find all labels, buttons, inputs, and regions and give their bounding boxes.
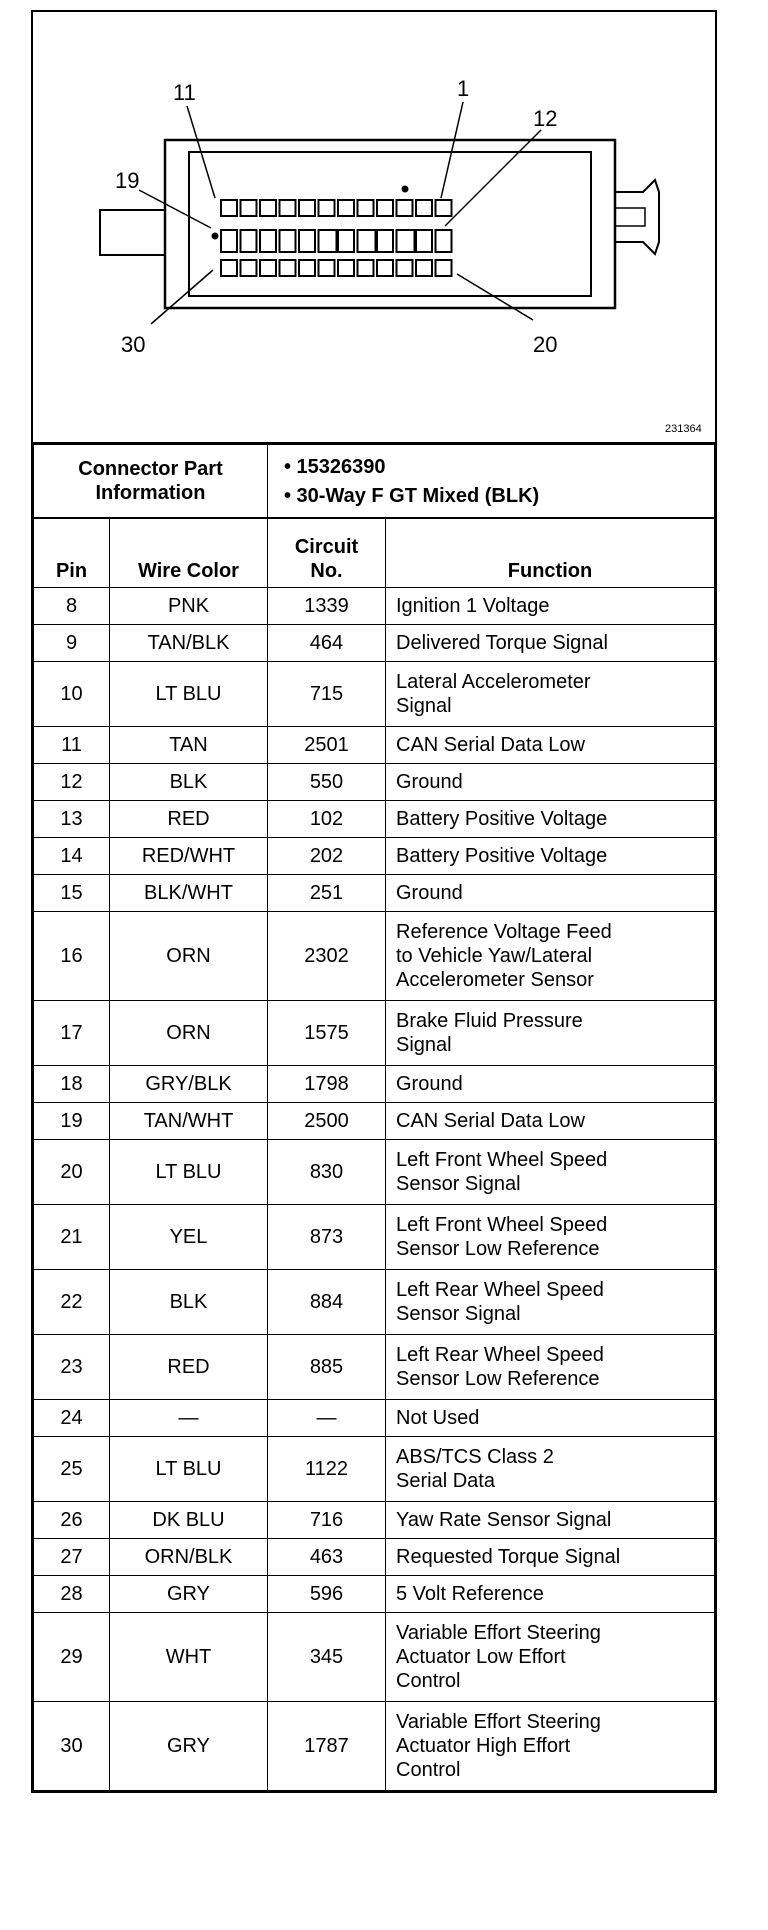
function-line: Variable Effort Steering xyxy=(396,1622,601,1644)
pin-cavity xyxy=(436,230,452,252)
left-tab xyxy=(100,210,165,255)
table-row xyxy=(34,1437,715,1502)
function-cell xyxy=(386,1270,715,1335)
pinout-rows xyxy=(34,588,715,1791)
table-row xyxy=(34,727,715,764)
table-row xyxy=(34,1539,715,1576)
function-cell xyxy=(386,1539,715,1576)
circuit-cell: 1798 xyxy=(268,1066,386,1103)
pin-cavity xyxy=(416,230,432,252)
connector-part-values xyxy=(268,445,715,518)
connector-part-label: Connector Part Information xyxy=(34,445,268,518)
pin-cavity xyxy=(377,260,393,276)
pin-cell: 23 xyxy=(34,1335,110,1400)
pin-cell: 14 xyxy=(34,838,110,875)
function-line: Sensor Low Reference xyxy=(396,1368,600,1390)
callout-12: 12 xyxy=(533,106,558,131)
function-cell xyxy=(386,588,715,625)
function-line: Ground xyxy=(396,1073,463,1095)
function-line: Control xyxy=(396,1670,461,1692)
wire-color-cell: TAN/BLK xyxy=(110,625,268,662)
table-row xyxy=(34,838,715,875)
connector-sheet xyxy=(31,10,717,1793)
wire-color-cell: GRY xyxy=(110,1576,268,1613)
function-cell xyxy=(386,727,715,764)
table-row xyxy=(34,1576,715,1613)
pinout-header-row xyxy=(34,519,715,588)
function-line: Actuator High Effort xyxy=(396,1735,571,1757)
pin-cavities xyxy=(221,200,452,276)
function-cell xyxy=(386,912,715,1001)
wire-color-cell: YEL xyxy=(110,1205,268,1270)
header-circuit: Circuit No. xyxy=(268,519,386,588)
function-cell xyxy=(386,625,715,662)
pin-cell: 12 xyxy=(34,764,110,801)
circuit-cell: 885 xyxy=(268,1335,386,1400)
table-row xyxy=(34,625,715,662)
wire-color-cell: DK BLU xyxy=(110,1502,268,1539)
wire-color-cell: LT BLU xyxy=(110,662,268,727)
function-cell xyxy=(386,1437,715,1502)
wire-color-cell: RED xyxy=(110,801,268,838)
callout-19: 19 xyxy=(115,168,140,193)
table-row xyxy=(34,764,715,801)
function-line: Variable Effort Steering xyxy=(396,1711,601,1733)
pin-cell: 11 xyxy=(34,727,110,764)
function-cell xyxy=(386,1613,715,1702)
connector-info-table xyxy=(33,444,715,518)
pin-cavity xyxy=(397,260,413,276)
pin-cell: 17 xyxy=(34,1001,110,1066)
circuit-cell: 2501 xyxy=(268,727,386,764)
part-number: • 15326390 xyxy=(284,455,386,478)
header-function: Function xyxy=(386,519,715,588)
pin-cell: 22 xyxy=(34,1270,110,1335)
wire-color-cell: RED xyxy=(110,1335,268,1400)
pin-cell: 26 xyxy=(34,1502,110,1539)
connector-diagram xyxy=(33,12,715,444)
pin-cavity xyxy=(280,230,296,252)
callout-20: 20 xyxy=(533,332,558,357)
pin-cavity xyxy=(319,230,337,252)
pin-cell: 15 xyxy=(34,875,110,912)
function-line: Yaw Rate Sensor Signal xyxy=(396,1509,612,1531)
pin-cavity xyxy=(221,260,237,276)
circuit-cell: 1575 xyxy=(268,1001,386,1066)
circuit-cell: 202 xyxy=(268,838,386,875)
latch-inner xyxy=(615,208,645,226)
pin-cell: 29 xyxy=(34,1613,110,1702)
pin-cell: 25 xyxy=(34,1437,110,1502)
circuit-cell: 596 xyxy=(268,1576,386,1613)
function-line: Left Rear Wheel Speed xyxy=(396,1344,604,1366)
function-line: CAN Serial Data Low xyxy=(396,734,585,756)
circuit-cell: 464 xyxy=(268,625,386,662)
circuit-cell: 463 xyxy=(268,1539,386,1576)
circuit-cell: 2500 xyxy=(268,1103,386,1140)
table-row xyxy=(34,662,715,727)
function-cell xyxy=(386,1140,715,1205)
wire-color-cell: LT BLU xyxy=(110,1437,268,1502)
function-line: Battery Positive Voltage xyxy=(396,845,608,867)
leader-1 xyxy=(441,102,463,198)
table-row xyxy=(34,1140,715,1205)
pin-cavity xyxy=(299,200,315,216)
wire-color-cell: GRY xyxy=(110,1702,268,1791)
circuit-cell: 873 xyxy=(268,1205,386,1270)
circuit-cell: 251 xyxy=(268,875,386,912)
connector-body xyxy=(165,140,615,308)
circuit-cell: 1122 xyxy=(268,1437,386,1502)
table-row xyxy=(34,1702,715,1791)
table-row xyxy=(34,1502,715,1539)
function-line: Delivered Torque Signal xyxy=(396,632,608,654)
function-line: Lateral Accelerometer xyxy=(396,671,591,693)
function-cell xyxy=(386,1400,715,1437)
callout-30: 30 xyxy=(121,332,146,357)
wire-color-cell: RED/WHT xyxy=(110,838,268,875)
function-line: Left Front Wheel Speed xyxy=(396,1149,608,1171)
table-row xyxy=(34,875,715,912)
function-cell xyxy=(386,1702,715,1791)
pin-cell: 28 xyxy=(34,1576,110,1613)
pin-cavity xyxy=(280,200,296,216)
function-line: Left Rear Wheel Speed xyxy=(396,1279,604,1301)
pin-cavity xyxy=(436,200,452,216)
pin-cavity xyxy=(260,200,276,216)
pin-cavity xyxy=(377,200,393,216)
pin-cavity xyxy=(416,200,432,216)
circuit-cell: 716 xyxy=(268,1502,386,1539)
function-cell xyxy=(386,1205,715,1270)
pin-cavity xyxy=(241,230,257,252)
connector-drawing xyxy=(33,12,715,442)
function-line: Ground xyxy=(396,771,463,793)
circuit-cell: 2302 xyxy=(268,912,386,1001)
function-line: Reference Voltage Feed xyxy=(396,921,612,943)
function-line: Serial Data xyxy=(396,1470,495,1492)
function-line: Actuator Low Effort xyxy=(396,1646,566,1668)
circuit-cell: 345 xyxy=(268,1613,386,1702)
pin-cell: 16 xyxy=(34,912,110,1001)
wire-color-cell: BLK/WHT xyxy=(110,875,268,912)
function-cell xyxy=(386,801,715,838)
circuit-cell: — xyxy=(268,1400,386,1437)
pinout-table xyxy=(33,518,715,1791)
function-line: Accelerometer Sensor xyxy=(396,969,594,991)
circuit-cell: 715 xyxy=(268,662,386,727)
function-line: Battery Positive Voltage xyxy=(396,808,608,830)
pin-cavity xyxy=(416,260,432,276)
function-line: Control xyxy=(396,1759,461,1781)
function-line: Ground xyxy=(396,882,463,904)
function-line: 5 Volt Reference xyxy=(396,1583,544,1605)
function-line: ABS/TCS Class 2 xyxy=(396,1446,554,1468)
wire-color-cell: ORN xyxy=(110,912,268,1001)
function-cell xyxy=(386,662,715,727)
callout-11: 11 xyxy=(173,80,196,105)
pin-cell: 24 xyxy=(34,1400,110,1437)
function-cell xyxy=(386,764,715,801)
header-pin: Pin xyxy=(34,519,110,588)
function-line: Sensor Signal xyxy=(396,1303,521,1325)
wire-color-cell: — xyxy=(110,1400,268,1437)
latch xyxy=(615,180,659,254)
function-cell xyxy=(386,1335,715,1400)
pin-cavity xyxy=(338,260,354,276)
pin-cavity xyxy=(397,200,413,216)
pin-1-marker xyxy=(402,186,409,193)
table-row xyxy=(34,1613,715,1702)
function-line: Signal xyxy=(396,695,452,717)
function-line: Brake Fluid Pressure xyxy=(396,1010,583,1032)
connector-inner-body xyxy=(189,152,591,296)
wire-color-cell: LT BLU xyxy=(110,1140,268,1205)
table-row xyxy=(34,1066,715,1103)
pin-cavity xyxy=(299,230,315,252)
circuit-cell: 102 xyxy=(268,801,386,838)
pin-19-marker xyxy=(212,233,219,240)
pin-cavity xyxy=(260,230,276,252)
pin-cell: 30 xyxy=(34,1702,110,1791)
function-cell xyxy=(386,1066,715,1103)
wire-color-cell: ORN xyxy=(110,1001,268,1066)
function-cell xyxy=(386,1001,715,1066)
circuit-cell: 1339 xyxy=(268,588,386,625)
table-row xyxy=(34,1205,715,1270)
table-row xyxy=(34,1103,715,1140)
wire-color-cell: TAN xyxy=(110,727,268,764)
pin-cell: 8 xyxy=(34,588,110,625)
part-description: • 30-Way F GT Mixed (BLK) xyxy=(284,484,540,507)
wire-color-cell: BLK xyxy=(110,764,268,801)
function-line: CAN Serial Data Low xyxy=(396,1110,585,1132)
pin-cell: 19 xyxy=(34,1103,110,1140)
table-row xyxy=(34,1335,715,1400)
function-line: Signal xyxy=(396,1034,452,1056)
table-row xyxy=(34,912,715,1001)
function-line: Sensor Signal xyxy=(396,1173,521,1195)
pin-cell: 9 xyxy=(34,625,110,662)
pin-cavity xyxy=(436,260,452,276)
leader-12 xyxy=(445,130,541,226)
pin-cell: 21 xyxy=(34,1205,110,1270)
pin-cavity xyxy=(299,260,315,276)
pin-cavity xyxy=(241,260,257,276)
pin-cavity xyxy=(358,230,376,252)
function-cell xyxy=(386,1103,715,1140)
pin-cavity xyxy=(241,200,257,216)
pin-cavity xyxy=(260,260,276,276)
pin-cavity xyxy=(319,200,335,216)
wire-color-cell: PNK xyxy=(110,588,268,625)
pin-cavity xyxy=(358,200,374,216)
circuit-cell: 1787 xyxy=(268,1702,386,1791)
function-cell xyxy=(386,838,715,875)
table-row xyxy=(34,588,715,625)
pin-cell: 18 xyxy=(34,1066,110,1103)
function-line: Ignition 1 Voltage xyxy=(396,595,550,617)
function-line: Sensor Low Reference xyxy=(396,1238,600,1260)
function-line: Requested Torque Signal xyxy=(396,1546,621,1568)
function-cell xyxy=(386,875,715,912)
pin-cavity xyxy=(338,200,354,216)
function-cell xyxy=(386,1576,715,1613)
header-wire-color: Wire Color xyxy=(110,519,268,588)
circuit-cell: 550 xyxy=(268,764,386,801)
circuit-cell: 830 xyxy=(268,1140,386,1205)
callout-1: 1 xyxy=(457,76,470,101)
wire-color-cell: ORN/BLK xyxy=(110,1539,268,1576)
pin-cell: 13 xyxy=(34,801,110,838)
function-cell xyxy=(386,1502,715,1539)
table-row xyxy=(34,1001,715,1066)
wire-color-cell: TAN/WHT xyxy=(110,1103,268,1140)
function-line: to Vehicle Yaw/Lateral xyxy=(396,945,593,967)
table-row xyxy=(34,801,715,838)
pin-cavity xyxy=(338,230,354,252)
pin-cavity xyxy=(221,230,237,252)
pin-cavity xyxy=(280,260,296,276)
pin-cavity xyxy=(377,230,393,252)
wire-color-cell: GRY/BLK xyxy=(110,1066,268,1103)
pin-cell: 20 xyxy=(34,1140,110,1205)
pin-cavity xyxy=(221,200,237,216)
table-row xyxy=(34,1400,715,1437)
table-row xyxy=(34,1270,715,1335)
circuit-cell: 884 xyxy=(268,1270,386,1335)
pin-cell: 27 xyxy=(34,1539,110,1576)
pin-cell: 10 xyxy=(34,662,110,727)
pin-cavity xyxy=(397,230,415,252)
function-line: Not Used xyxy=(396,1407,480,1429)
wire-color-cell: BLK xyxy=(110,1270,268,1335)
figure-id: 231364 xyxy=(665,423,702,435)
pin-cavity xyxy=(358,260,374,276)
wire-color-cell: WHT xyxy=(110,1613,268,1702)
function-line: Left Front Wheel Speed xyxy=(396,1214,608,1236)
pin-cavity xyxy=(319,260,335,276)
